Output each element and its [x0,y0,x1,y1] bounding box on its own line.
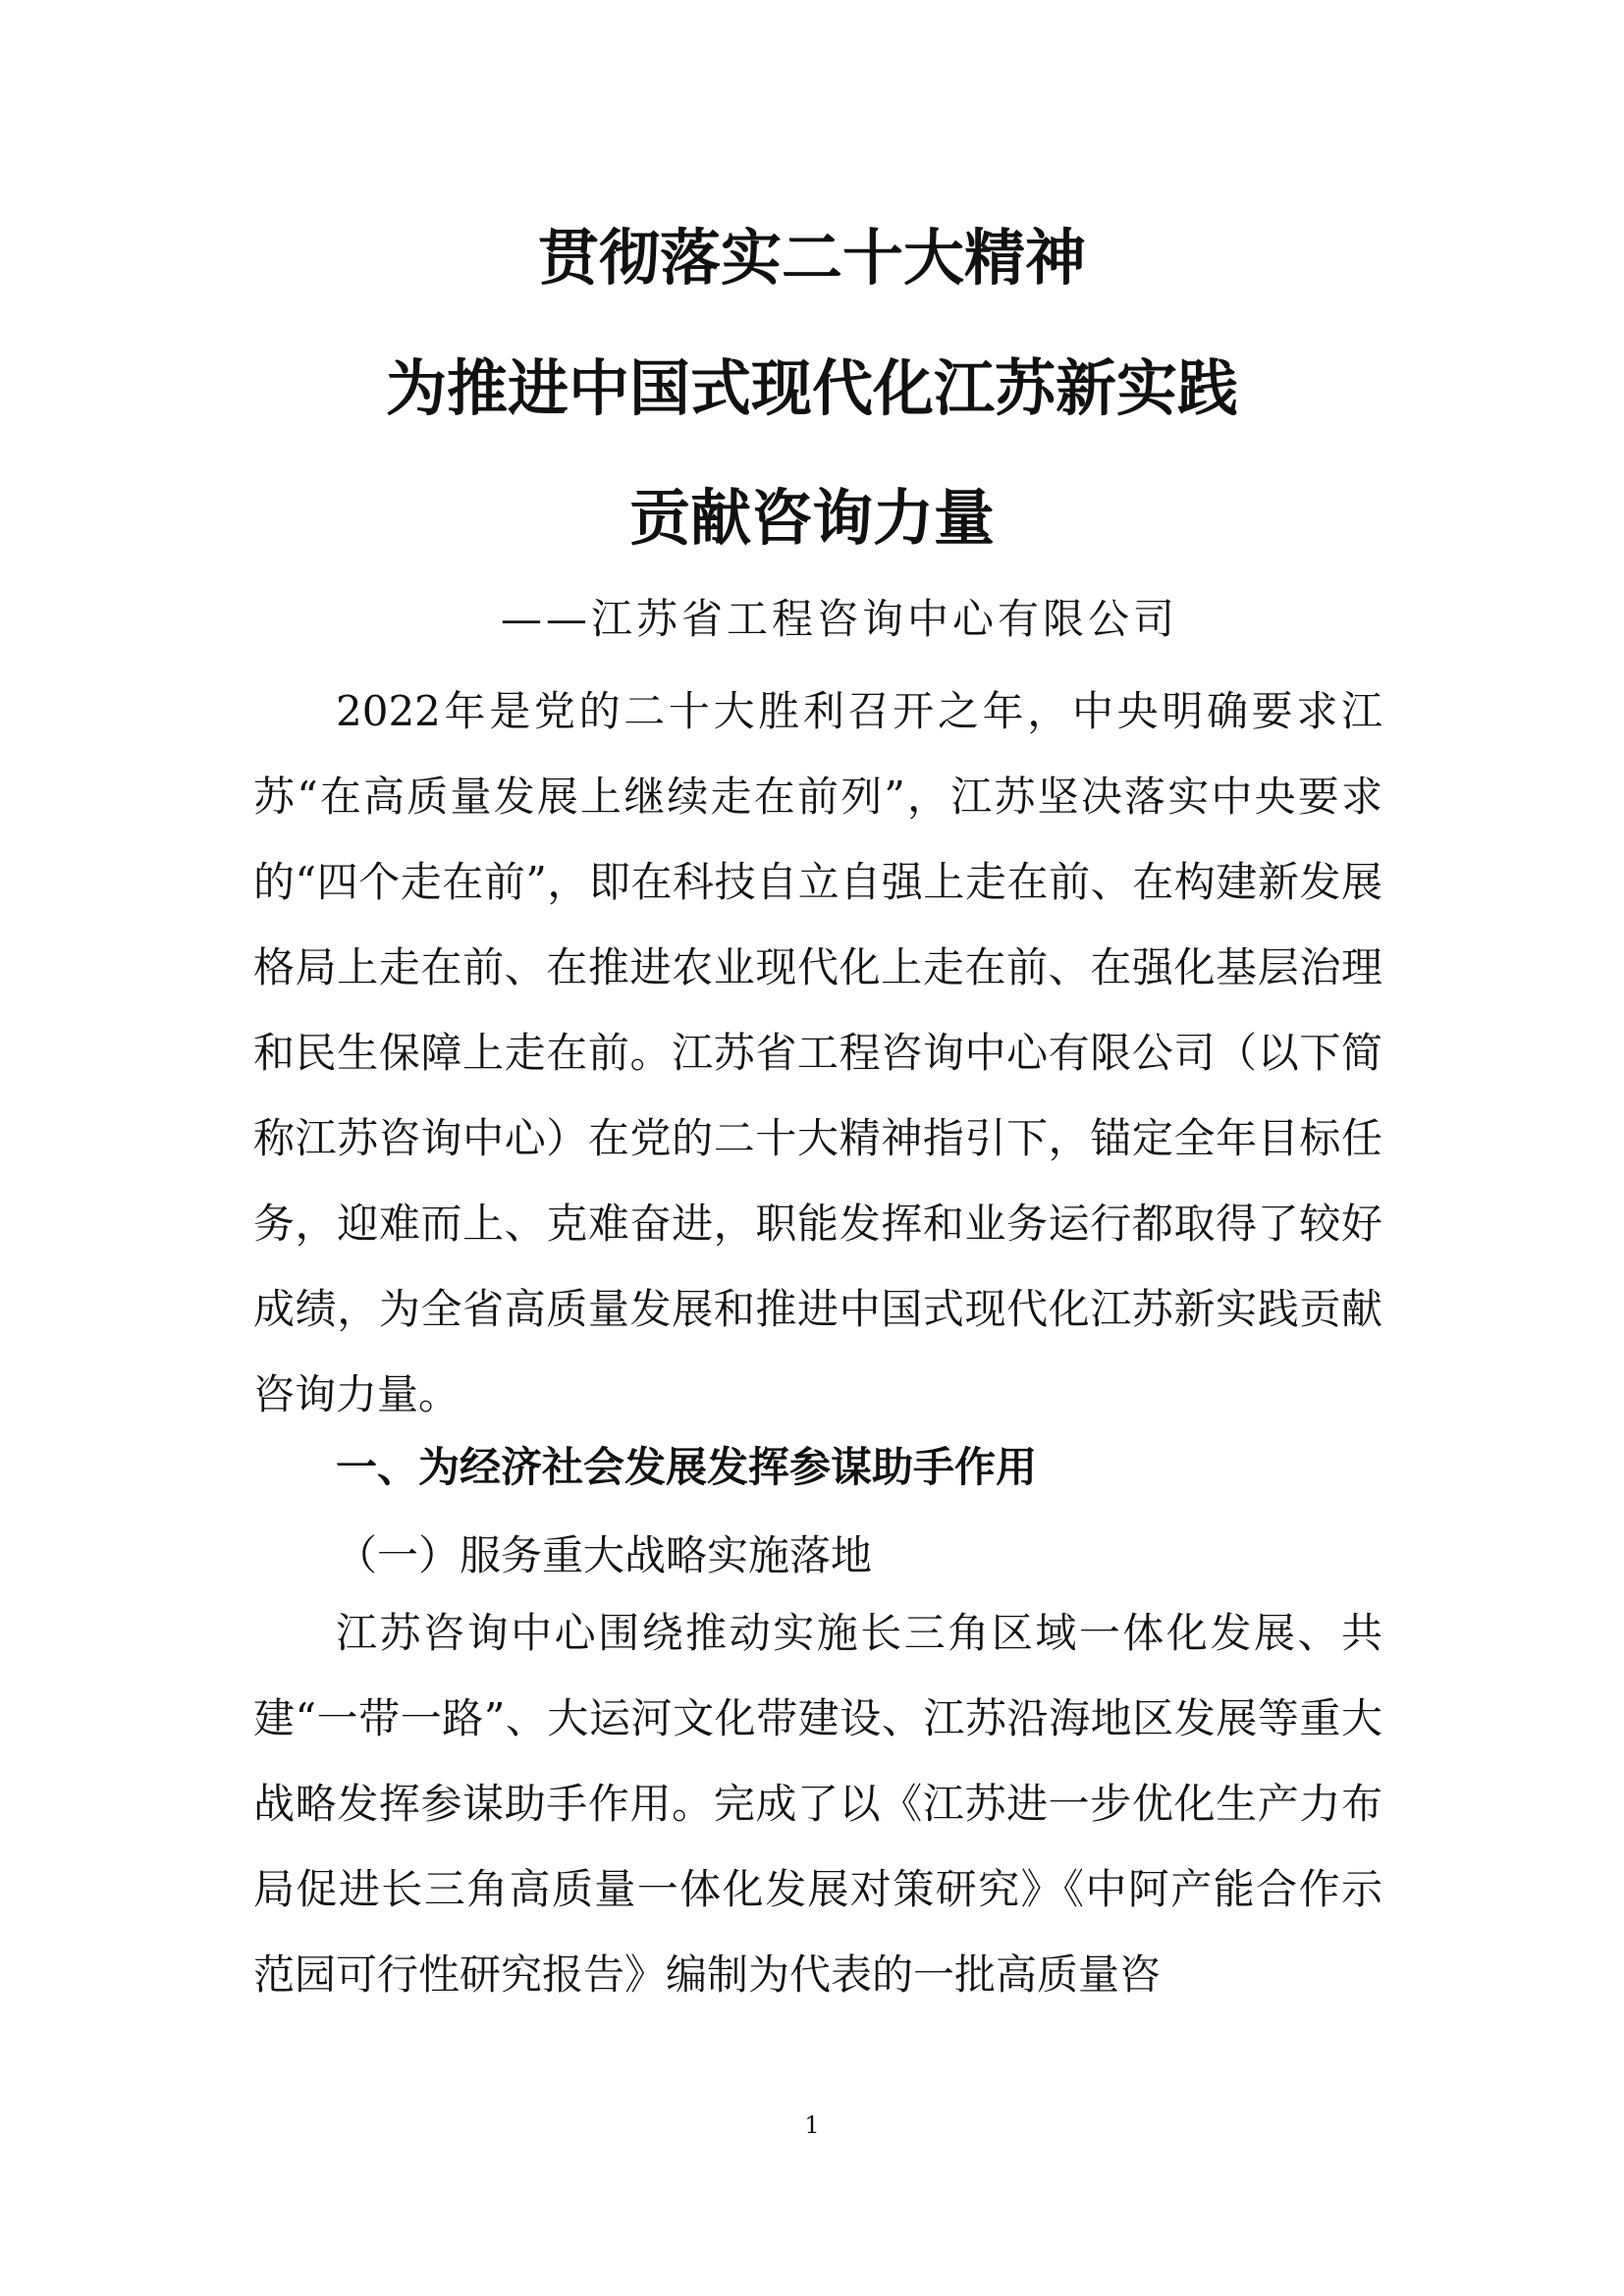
title-line-1: 贯彻落实二十大精神 [537,222,1086,294]
paragraph-intro: 2022年是党的二十大胜利召开之年，中央明确要求江苏“在高质量发展上继续走在前列”，江苏坚决落实中央要求的“四个走在前”，即在科技自立自强上走在前、在构建新发展格局上走在前、在推进农业现代化上走在前、在强化基层治理和民生保障上走在前。江苏省工程咨询中心有限公司（以下简称江苏咨询中心）在党的二十大精神指引下，锚定全年目标任务，迎难而上、克难奋进，职能发挥和业务运行都取得了较好成绩，为全省高质量发展和推进中国式现代化江苏新实践贡献咨询力量。 [253,687,1382,1418]
organization-byline: ——江苏省工程咨询中心有限公司 [501,595,1179,643]
title-line-2: 为推进中国式现代化江苏新实践 [385,352,1238,424]
section-heading: 一、为经济社会发展发挥参谋助手作用 [336,1443,1038,1491]
paragraph-strategy: 江苏咨询中心围绕推动实施长三角区域一体化发展、共建“一带一路”、大运河文化带建设、江苏沿海地区发展等重大战略发挥参谋助手作用。完成了以《江苏进一步优化生产力布局促进长三角高质量一体化发展对策研究》《中阿产能合作示范园可行性研究报告》编制为代表的一批高质量咨 [253,1609,1382,1999]
page-number: 1 [804,2111,820,2139]
subsection-heading: （一）服务重大战略实施落地 [336,1531,873,1579]
title-line-3: 贡献咨询力量 [628,482,995,554]
